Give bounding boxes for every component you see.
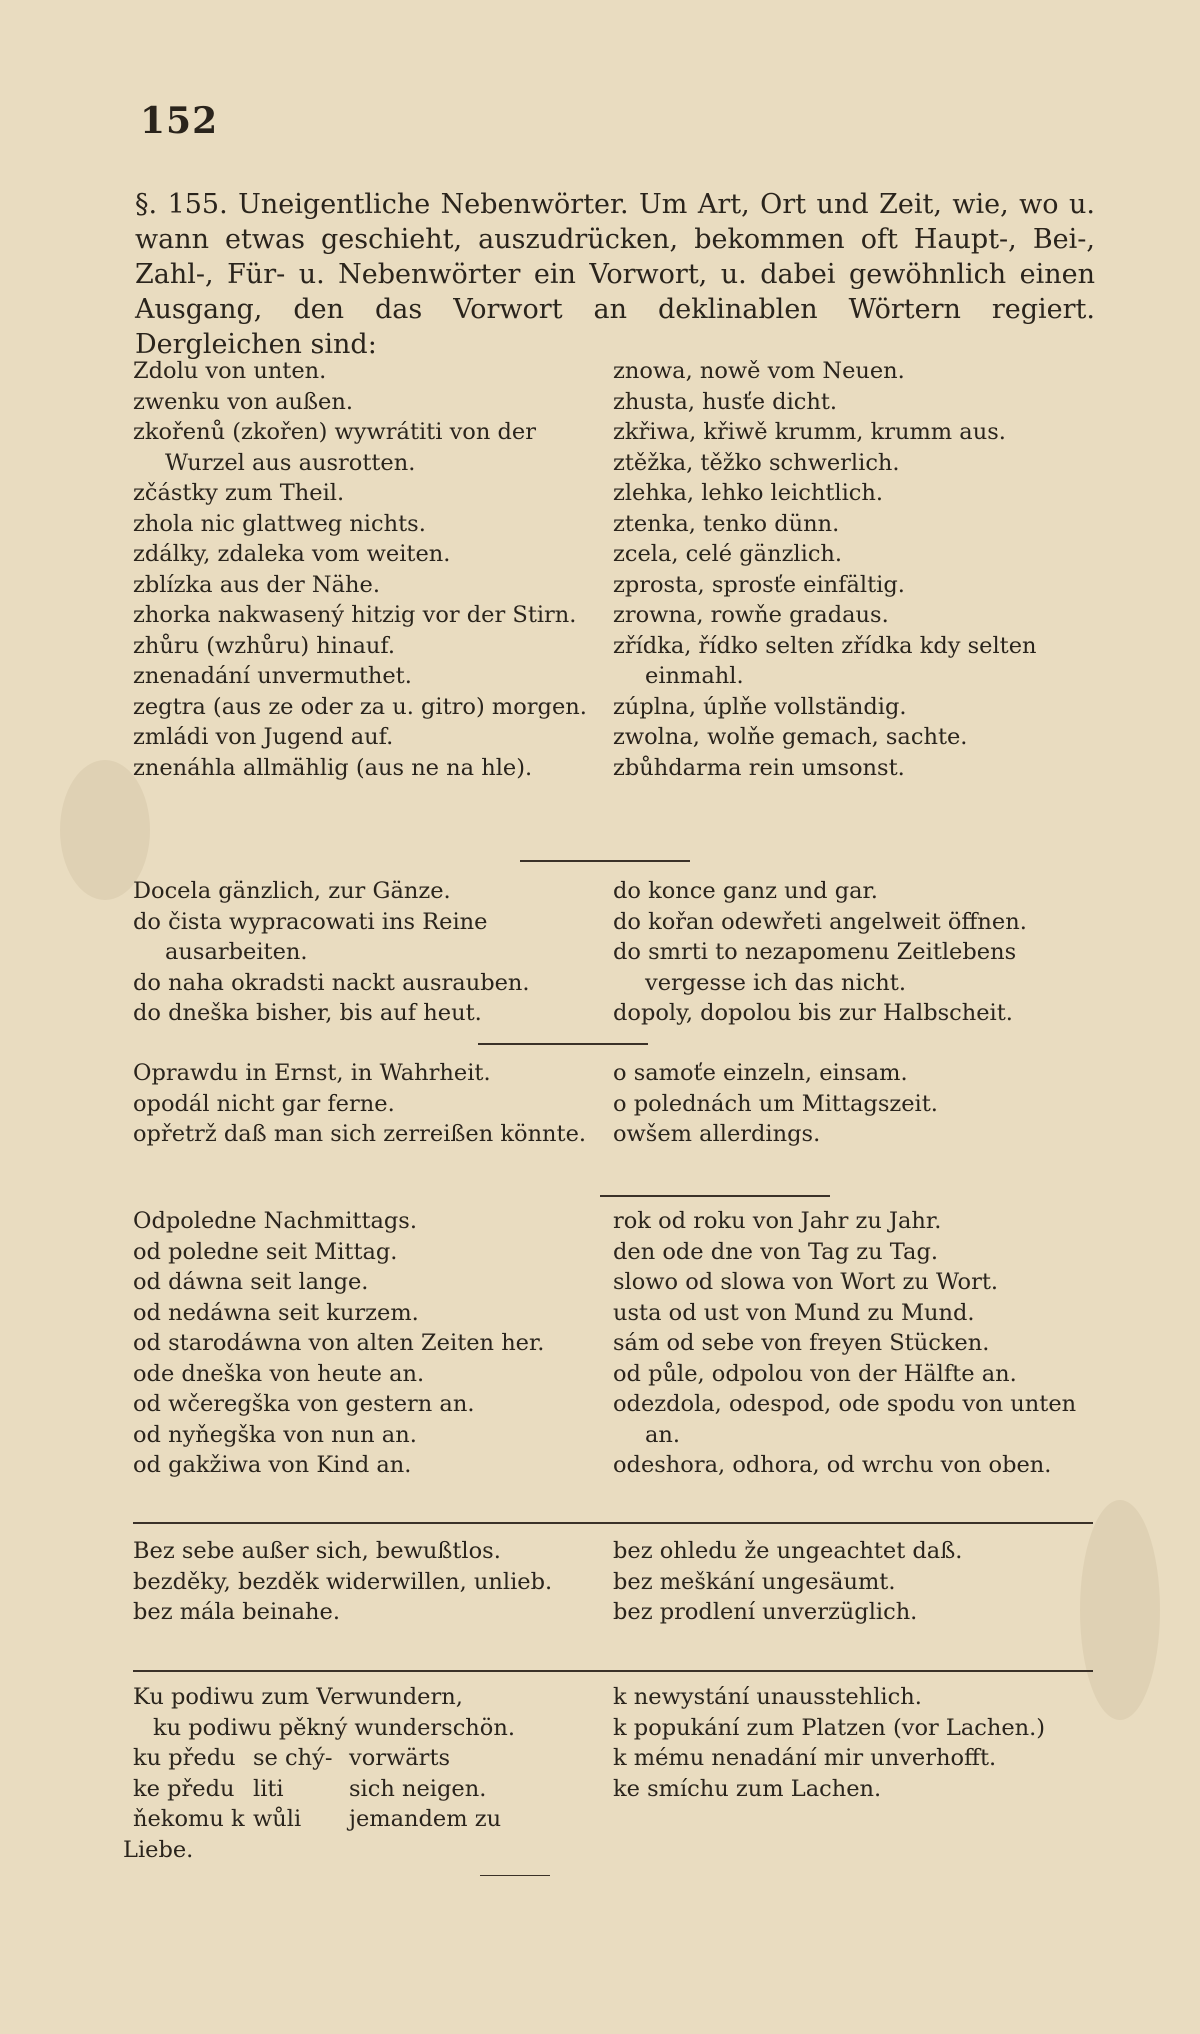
entry: zkořenů (zkořen) wywrátiti von der Wurzel aus ausrotten. (133, 419, 536, 476)
section-o-adverbs (133, 1058, 1093, 1188)
entry: ode dneška von heute an. (133, 1360, 425, 1387)
entry: zhusta, husťe dicht. (613, 388, 838, 415)
entry: do čista wypracowati ins Reine ausarbeiten. (133, 908, 488, 965)
entry: od poledne seit Mittag. (133, 1238, 398, 1265)
section-divider (133, 1670, 1093, 1672)
bracketed-phrase (133, 1743, 593, 1835)
combo-cell: ňekomu k (133, 1806, 245, 1832)
entry: o polednách um Mittagszeit. (613, 1090, 938, 1117)
entry: do dneška bisher, bis auf heut. (133, 1000, 482, 1026)
section-heading: §. 155. Uneigentliche Nebenwörter. Um Art, Ort und Zeit, wie, wo u. wann etwas geschieht, auszudrücken, bekommen oft Haupt-, Bei-, Zahl-, Für- u. Nebenwörter ein Vorwort, u. dabei gewöhnlich einen Ausgang, den das Vorwort an deklinablen Wörtern regiert. Dergleichen sind: (135, 189, 1095, 360)
left-column (133, 1058, 593, 1150)
entry: znenadání unvermuthet. (133, 663, 412, 689)
entry: rok od roku von Jahr zu Jahr. (613, 1208, 942, 1234)
entry: zwolna, wolňe gemach, sachte. (613, 724, 968, 750)
entry: zřídka, řídko selten zřídka kdy selten einmahl. (613, 632, 1037, 689)
section-divider (133, 1522, 1093, 1524)
combo-cell: liti (253, 1775, 284, 1802)
section-do-adverbs (133, 876, 1093, 1036)
combo-cell: sich neigen. (349, 1775, 487, 1802)
entry: Oprawdu in Ernst, in Wahrheit. (133, 1060, 491, 1086)
entry: bez meškání ungesäumt. (613, 1568, 896, 1595)
entry: zbůhdarma rein umsonst. (613, 754, 905, 781)
section-z-adverbs (133, 356, 1093, 840)
combo-cell: jemandem zu (349, 1806, 502, 1832)
entry: do smrti to nezapomenu Zeitlebens vergesse ich das nicht. (613, 939, 1017, 996)
right-column (613, 1682, 1093, 1804)
entry: zhorka nakwasený hitzig vor der Stirn. (133, 602, 577, 628)
entry: dopoly, dopolou bis zur Halbscheit. (613, 1000, 1013, 1026)
entry: od nedáwna seit kurzem. (133, 1299, 419, 1326)
entry: bez mála beinahe. (133, 1599, 341, 1625)
entry: zmládi von Jugend auf. (133, 724, 394, 750)
entry: zrowna, rowňe gradaus. (613, 602, 889, 628)
entry: odezdola, odespod, ode spodu von unten an. (613, 1391, 1077, 1448)
entry: Docela gänzlich, zur Gänze. (133, 878, 451, 904)
combo-cell: ku předu (133, 1745, 236, 1771)
entry: zegtra (aus ze oder za u. gitro) morgen. (133, 693, 587, 720)
left-column (123, 1682, 593, 1865)
entry: Ku podiwu zum Verwundern, (133, 1684, 463, 1710)
entry: od nyňegška von nun an. (133, 1421, 417, 1448)
left-column (133, 356, 593, 783)
entry: ke smíchu zum Lachen. (613, 1775, 882, 1802)
entry: zhůru (wzhůru) hinauf. (133, 632, 396, 659)
entry: do kořan odewřeti angelweit öffnen. (613, 908, 1027, 935)
right-column (613, 1536, 1093, 1628)
section-divider (478, 1043, 648, 1045)
entry: k popukání zum Platzen (vor Lachen.) (613, 1714, 1046, 1741)
entry: od gakžiwa von Kind an. (133, 1452, 412, 1478)
entry: zhola nic glattweg nichts. (133, 510, 426, 537)
entry: usta od ust von Mund zu Mund. (613, 1299, 975, 1326)
entry: Liebe. (123, 1836, 194, 1863)
page-number: 152 (140, 100, 219, 142)
section-divider (520, 860, 690, 862)
entry: k newystání unausstehlich. (613, 1684, 922, 1710)
section-k-adverbs (123, 1682, 1093, 1882)
right-column (613, 356, 1093, 783)
entry: zwenku von außen. (133, 388, 353, 415)
combo-cell: ke předu (133, 1775, 235, 1802)
entry: sám od sebe von freyen Stücken. (613, 1330, 990, 1356)
right-column (613, 1206, 1093, 1481)
entry: bez ohledu že ungeachtet daß. (613, 1538, 963, 1564)
entry: zdálky, zdaleka vom weiten. (133, 541, 451, 567)
entry: zlehka, lehko leichtlich. (613, 480, 884, 506)
entry: znowa, nowě vom Neuen. (613, 358, 905, 384)
combo-cell: wůli (253, 1806, 302, 1832)
combo-cell: se chý- (253, 1745, 333, 1771)
entry: odeshora, odhora, od wrchu von oben. (613, 1452, 1052, 1478)
entry: zcela, celé gänzlich. (613, 541, 843, 567)
entry: bez prodlení unverzüglich. (613, 1599, 918, 1625)
entry: od wčeregška von gestern an. (133, 1391, 475, 1417)
section-divider (480, 1875, 550, 1876)
entry: Bez sebe außer sich, bewußtlos. (133, 1538, 501, 1564)
entry: owšem allerdings. (613, 1121, 821, 1147)
right-column (613, 1058, 1093, 1150)
entry: zblízka aus der Nähe. (133, 571, 380, 598)
left-column (133, 876, 593, 1029)
right-column (613, 876, 1093, 1029)
entry: ztenka, tenko dünn. (613, 510, 840, 537)
section-divider (600, 1195, 830, 1197)
entry: bezděky, bezděk widerwillen, unlieb. (133, 1568, 553, 1595)
entry: do konce ganz und gar. (613, 878, 878, 904)
entry: Zdolu von unten. (133, 358, 327, 384)
entry: od starodáwna von alten Zeiten her. (133, 1330, 545, 1356)
entry: ztěžka, těžko schwerlich. (613, 449, 900, 476)
section-bez-adverbs (133, 1536, 1093, 1666)
entry: do naha okradsti nackt ausrauben. (133, 969, 530, 996)
entry: slowo od slowa von Wort zu Wort. (613, 1269, 999, 1295)
entry: den ode dne von Tag zu Tag. (613, 1238, 938, 1265)
entry: k mému nenadání mir unverhofft. (613, 1745, 997, 1771)
entry: o samoťe einzeln, einsam. (613, 1060, 908, 1086)
entry: zúplna, úplňe vollständig. (613, 693, 907, 720)
left-column (133, 1536, 593, 1628)
entry: zkřiwa, křiwě krumm, krumm aus. (613, 419, 1006, 445)
entry: od půle, odpolou von der Hälfte an. (613, 1360, 1017, 1387)
entry: zčástky zum Theil. (133, 480, 345, 506)
entry: opřetrž daß man sich zerreißen könnte. (133, 1121, 587, 1147)
combo-cell: vorwärts (349, 1745, 451, 1771)
left-column (133, 1206, 593, 1481)
entry: od dáwna seit lange. (133, 1269, 369, 1295)
entry: opodál nicht gar ferne. (133, 1090, 395, 1117)
entry: zprosta, sprosťe einfältig. (613, 571, 905, 598)
section-od-adverbs (133, 1206, 1093, 1526)
entry: ku podiwu pěkný wunderschön. (153, 1714, 515, 1741)
entry: Odpoledne Nachmittags. (133, 1208, 417, 1234)
entry: znenáhla allmählig (aus ne na hle). (133, 754, 533, 781)
